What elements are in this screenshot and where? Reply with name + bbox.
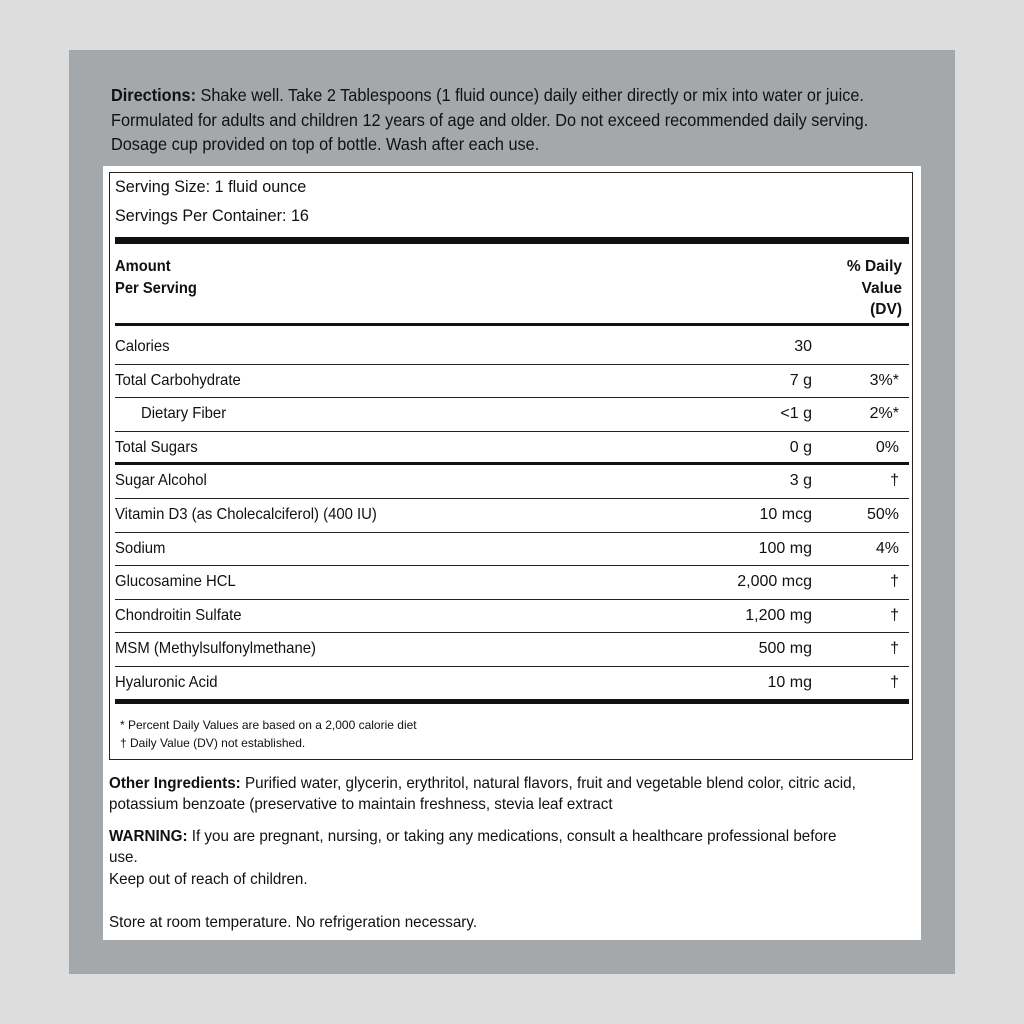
nutrient-name: Calories [115,338,170,355]
nutrient-dv: † [890,673,899,691]
nutrient-dv: 0% [875,438,899,456]
label-card [103,166,921,940]
directions-label: Directions: [111,85,197,105]
footnote-dagger: † Daily Value (DV) not established. [120,736,306,750]
footnotes [120,716,417,752]
nutrient-name: Hyaluronic Acid [115,673,218,691]
label-panel [69,50,955,974]
nutrient-name: Sugar Alcohol [115,472,207,490]
nutrient-name: Total Sugars [115,438,198,456]
header-dv-line3: (DV) [870,301,902,318]
nutrient-dv: 2%* [869,405,899,423]
divider-bottom [115,699,909,704]
header-dv-line2: Value [861,279,902,297]
table-row [115,600,909,634]
nutrient-name: Vitamin D3 (as Cholecalciferol) (400 IU) [115,505,377,523]
header-dv-line1: % Daily [846,258,902,275]
nutrient-amount: 500 mg [758,640,812,658]
divider-thick [115,237,909,244]
other-ingredients [109,773,869,815]
table-row [115,533,909,567]
nutrient-dv: 50% [866,505,899,523]
nutrient-dv: 3%* [869,371,899,389]
nutrient-amount: 3 g [789,472,812,490]
nutrient-amount: 7 g [789,371,812,389]
supplement-facts-table [109,172,913,760]
nutrient-amount: 10 mg [767,673,812,691]
divider-header [115,323,909,326]
other-ingredients-text: Purified water, glycerin, erythritol, natural flavors, fruit and vegetable blend color, citric acid, potassium benzoate (preservative to maintain freshness, stevia leaf extract [109,775,856,813]
nutrient-name: Dietary Fiber [141,405,227,423]
directions-text [111,83,874,157]
nutrient-dv: † [890,606,899,624]
nutrient-amount: 1,200 mg [745,606,812,624]
nutrient-dv: † [890,472,899,490]
serving-size: Serving Size: 1 fluid ounce [115,177,307,196]
table-row [115,365,909,399]
header-amount-line1: Amount [115,258,171,275]
keep-out-of-reach: Keep out of reach of children. [109,871,308,888]
header-amount [115,256,197,300]
table-row [115,667,909,701]
directions-body: Shake well. Take 2 Tablespoons (1 fluid ounce) daily either directly or mix into water or juice. Formulated for adults and children 12 years of age and older. Do not exceed recommended daily serving. Dosage cup provided on top of bottle. Wash after each use. [111,85,869,154]
warning-text: If you are pregnant, nursing, or taking any medications, consult a healthcare professional before use. [109,828,837,866]
table-row [115,465,909,499]
nutrient-name: Glucosamine HCL [115,573,236,591]
nutrient-name: Chondroitin Sulfate [115,606,242,624]
other-ingredients-label: Other Ingredients: [109,775,241,792]
nutrient-amount: 2,000 mcg [737,573,812,591]
table-row [115,432,909,466]
warning [109,826,869,868]
storage-instructions: Store at room temperature. No refrigeration necessary. [109,914,478,931]
servings-per-container: Servings Per Container: 16 [115,206,309,225]
footnote-dv-basis: * Percent Daily Values are based on a 2,000 calorie diet [120,718,417,732]
nutrient-amount: 0 g [789,438,812,456]
nutrient-rows [115,331,909,701]
header-daily-value [847,256,902,321]
warning-label: WARNING: [109,828,188,845]
nutrient-amount: <1 g [780,405,812,423]
table-row [115,633,909,667]
nutrient-amount: 100 mg [758,539,812,557]
nutrient-amount: 10 mcg [759,505,812,523]
table-row [115,499,909,533]
nutrient-dv: † [890,640,899,658]
nutrient-amount: 30 [794,338,812,355]
nutrient-name: Total Carbohydrate [115,371,241,389]
table-row [115,331,909,365]
nutrient-name: Sodium [115,539,166,557]
nutrient-dv: 4% [875,539,899,557]
table-row [115,566,909,600]
nutrient-dv: † [890,573,899,591]
header-amount-line2: Per Serving [115,280,197,297]
nutrient-name: MSM (Methylsulfonylmethane) [115,640,316,658]
table-row [115,398,909,432]
